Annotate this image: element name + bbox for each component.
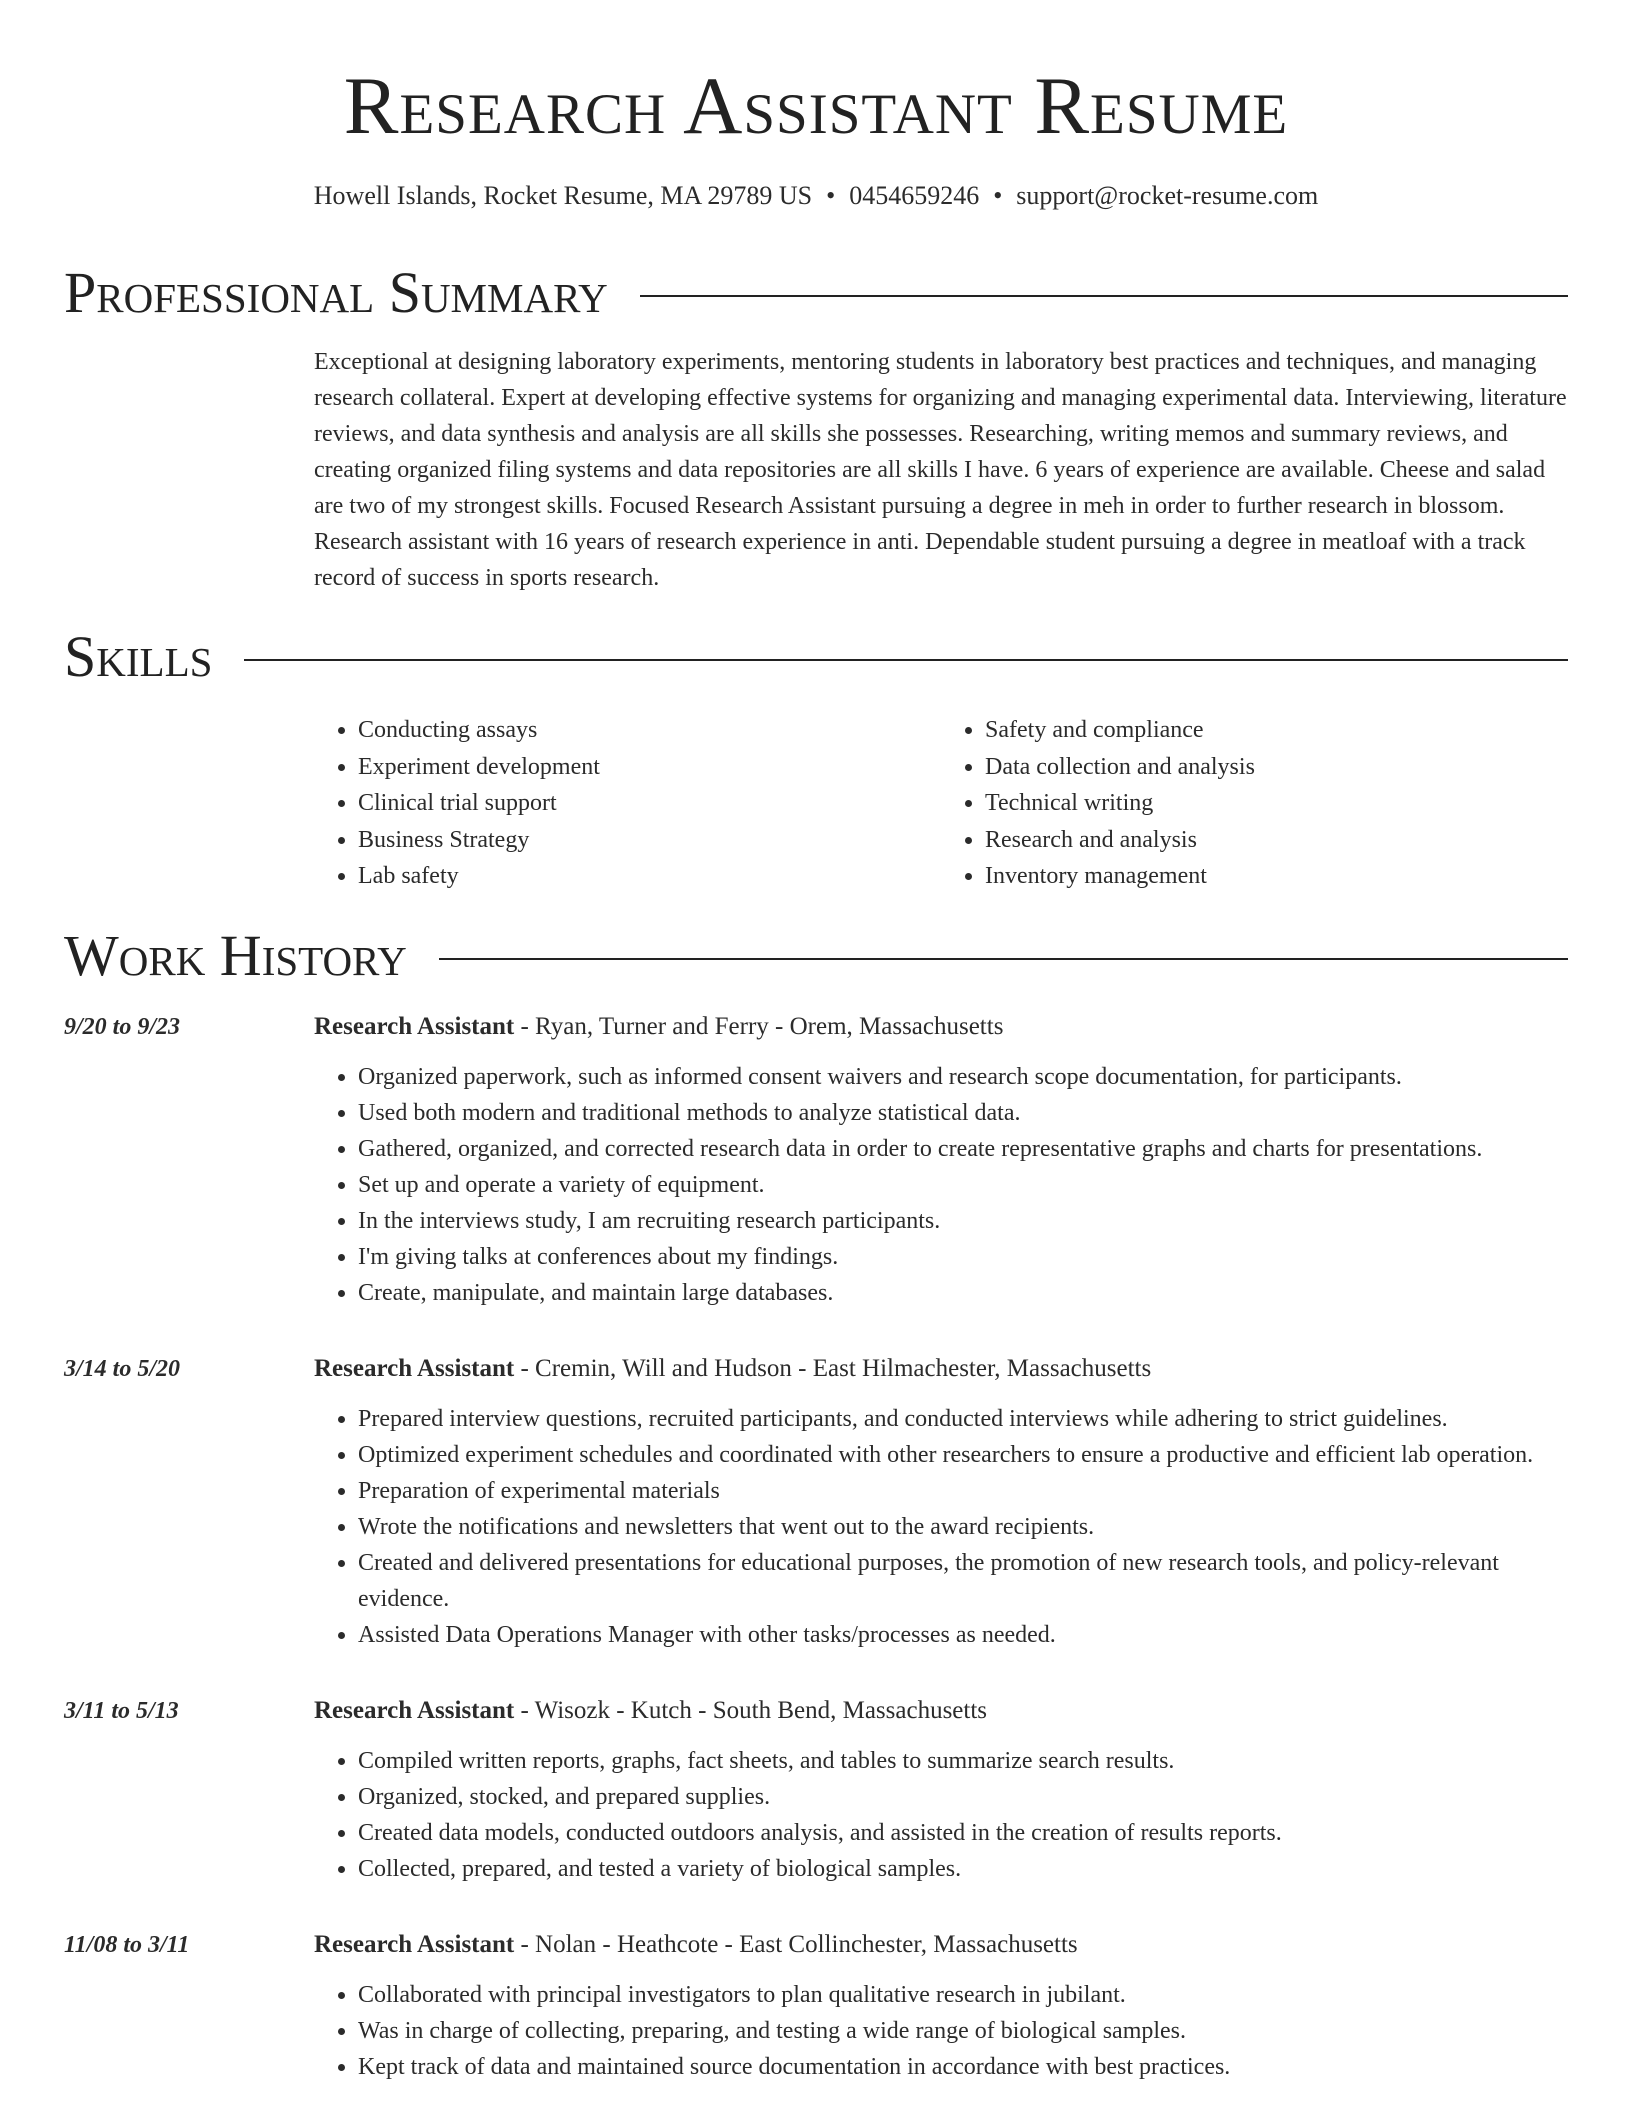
skills-column-left — [314, 712, 941, 895]
section-heading-summary: Professional Summary — [64, 260, 608, 325]
resume-title: Research Assistant Resume — [343, 60, 1289, 151]
job-entry — [64, 1351, 1568, 1653]
section-divider — [244, 659, 1568, 661]
job-bullet: • Collaborated with principal investigators to plan qualitative research in jubilant. — [358, 1977, 1568, 2013]
skills-column-right — [941, 712, 1568, 895]
job-dates: 3/14 to 5/20 — [64, 1355, 181, 1382]
job-entry — [64, 1009, 1568, 1311]
job-bullet: • I'm giving talks at conferences about my findings. — [358, 1239, 1568, 1275]
contact-line — [64, 176, 1568, 216]
job-bullet: • Gathered, organized, and corrected research data in order to create representative graphs and charts for presentations. — [358, 1131, 1568, 1167]
job-title: Research Assistant — [314, 1354, 515, 1382]
job-employer: - Cremin, Will and Hudson - East Hilmachester, Massachusetts — [514, 1354, 1152, 1382]
job-bullets — [314, 1401, 1568, 1653]
skill-item: • Clinical trial support — [358, 785, 941, 822]
skill-item: • Safety and compliance — [985, 712, 1568, 749]
skills-section-header — [64, 626, 1568, 688]
job-body — [314, 1351, 1568, 1653]
job-heading — [314, 1351, 1568, 1387]
job-title: Research Assistant — [314, 1012, 515, 1040]
section-divider — [640, 295, 1568, 297]
job-bullets — [314, 1743, 1568, 1887]
job-heading — [314, 1693, 1568, 1729]
job-title: Research Assistant — [314, 1930, 515, 1958]
job-bullet: • Assisted Data Operations Manager with other tasks/processes as needed. — [358, 1617, 1568, 1653]
job-dates: 3/11 to 5/13 — [64, 1697, 179, 1724]
job-employer: - Wisozk - Kutch - South Bend, Massachusetts — [514, 1696, 988, 1724]
skill-item: • Lab safety — [358, 858, 941, 895]
job-bullet: • Created and delivered presentations for educational purposes, the promotion of new research tools, and policy-relevant evidence. — [358, 1545, 1568, 1617]
job-bullets — [314, 1977, 1568, 2085]
skill-item: • Conducting assays — [358, 712, 941, 749]
job-bullet: • Organized paperwork, such as informed consent waivers and research scope documentation, for participants. — [358, 1059, 1568, 1095]
job-bullet: • Optimized experiment schedules and coordinated with other researchers to ensure a productive and efficient lab operation. — [358, 1437, 1568, 1473]
skill-item: • Inventory management — [985, 858, 1568, 895]
job-dates: 11/08 to 3/11 — [64, 1931, 190, 1958]
job-bullet: • Kept track of data and maintained source documentation in accordance with best practices. — [358, 2049, 1568, 2085]
skill-item: • Research and analysis — [985, 822, 1568, 859]
job-bullet: • Prepared interview questions, recruited participants, and conducted interviews while adhering to strict guidelines. — [358, 1401, 1568, 1437]
job-bullet: • Compiled written reports, graphs, fact sheets, and tables to summarize search results. — [358, 1743, 1568, 1779]
skill-item: • Experiment development — [358, 749, 941, 786]
job-bullet: • Set up and operate a variety of equipment. — [358, 1167, 1568, 1203]
skill-item: • Technical writing — [985, 785, 1568, 822]
job-bullet: • Used both modern and traditional methods to analyze statistical data. — [358, 1095, 1568, 1131]
job-employer: - Ryan, Turner and Ferry - Orem, Massachusetts — [514, 1012, 1004, 1040]
job-entry — [64, 1693, 1568, 1887]
phone-text: 0454659246 — [849, 181, 980, 210]
address-text: Howell Islands, Rocket Resume, MA 29789 US — [313, 181, 813, 210]
summary-section-header — [64, 262, 1568, 324]
skill-item: • Business Strategy — [358, 822, 941, 859]
job-bullet: • Create, manipulate, and maintain large databases. — [358, 1275, 1568, 1311]
job-body — [314, 1009, 1568, 1311]
skills-list — [314, 712, 1568, 895]
job-bullet: • Organized, stocked, and prepared supplies. — [358, 1779, 1568, 1815]
job-bullet: • Collected, prepared, and tested a variety of biological samples. — [358, 1851, 1568, 1887]
job-bullet: • Wrote the notifications and newsletters that went out to the award recipients. — [358, 1509, 1568, 1545]
job-title: Research Assistant — [314, 1696, 515, 1724]
job-bullet: • In the interviews study, I am recruiting research participants. — [358, 1203, 1568, 1239]
job-dates: 9/20 to 9/23 — [64, 1013, 181, 1040]
skill-item: • Data collection and analysis — [985, 749, 1568, 786]
job-heading — [314, 1927, 1568, 1963]
job-bullet: • Was in charge of collecting, preparing, and testing a wide range of biological samples. — [358, 2013, 1568, 2049]
job-heading — [314, 1009, 1568, 1045]
section-divider — [439, 958, 1568, 960]
job-employer: - Nolan - Heathcote - East Collinchester, Massachusetts — [514, 1930, 1078, 1958]
email-link[interactable]: support@rocket-resume.com — [1016, 181, 1319, 210]
section-heading-work: Work History — [64, 922, 407, 988]
bullet-separator: • — [993, 181, 1003, 210]
work-section-header — [64, 922, 1568, 988]
job-bullet: • Created data models, conducted outdoors analysis, and assisted in the creation of results reports. — [358, 1815, 1568, 1851]
job-body — [314, 1693, 1568, 1887]
job-entry — [64, 1927, 1568, 2085]
job-body — [314, 1927, 1568, 2085]
bullet-separator: • — [826, 181, 836, 210]
section-heading-skills: Skills — [64, 624, 213, 689]
job-bullet: • Preparation of experimental materials — [358, 1473, 1568, 1509]
summary-paragraph: Exceptional at designing laboratory experiments, mentoring students in laboratory best practices and techniques, and managing research collateral. Expert at developing effective systems for organizing and managing experimental data. Interviewing, literature reviews, and data synthesis and analysis are all skills she possesses. Researching, writing memos and summary reviews, and creating organized filing systems and data repositories are all skills I have. 6 years of experience are available. Cheese and salad are two of my strongest skills. Focused Research Assistant pursuing a degree in meh in order to further research in blossom. Research assistant with 16 years of research experience in anti. Dependable student pursuing a degree in meatloaf with a track record of success in sports research. — [314, 349, 1567, 591]
job-bullets — [314, 1059, 1568, 1311]
